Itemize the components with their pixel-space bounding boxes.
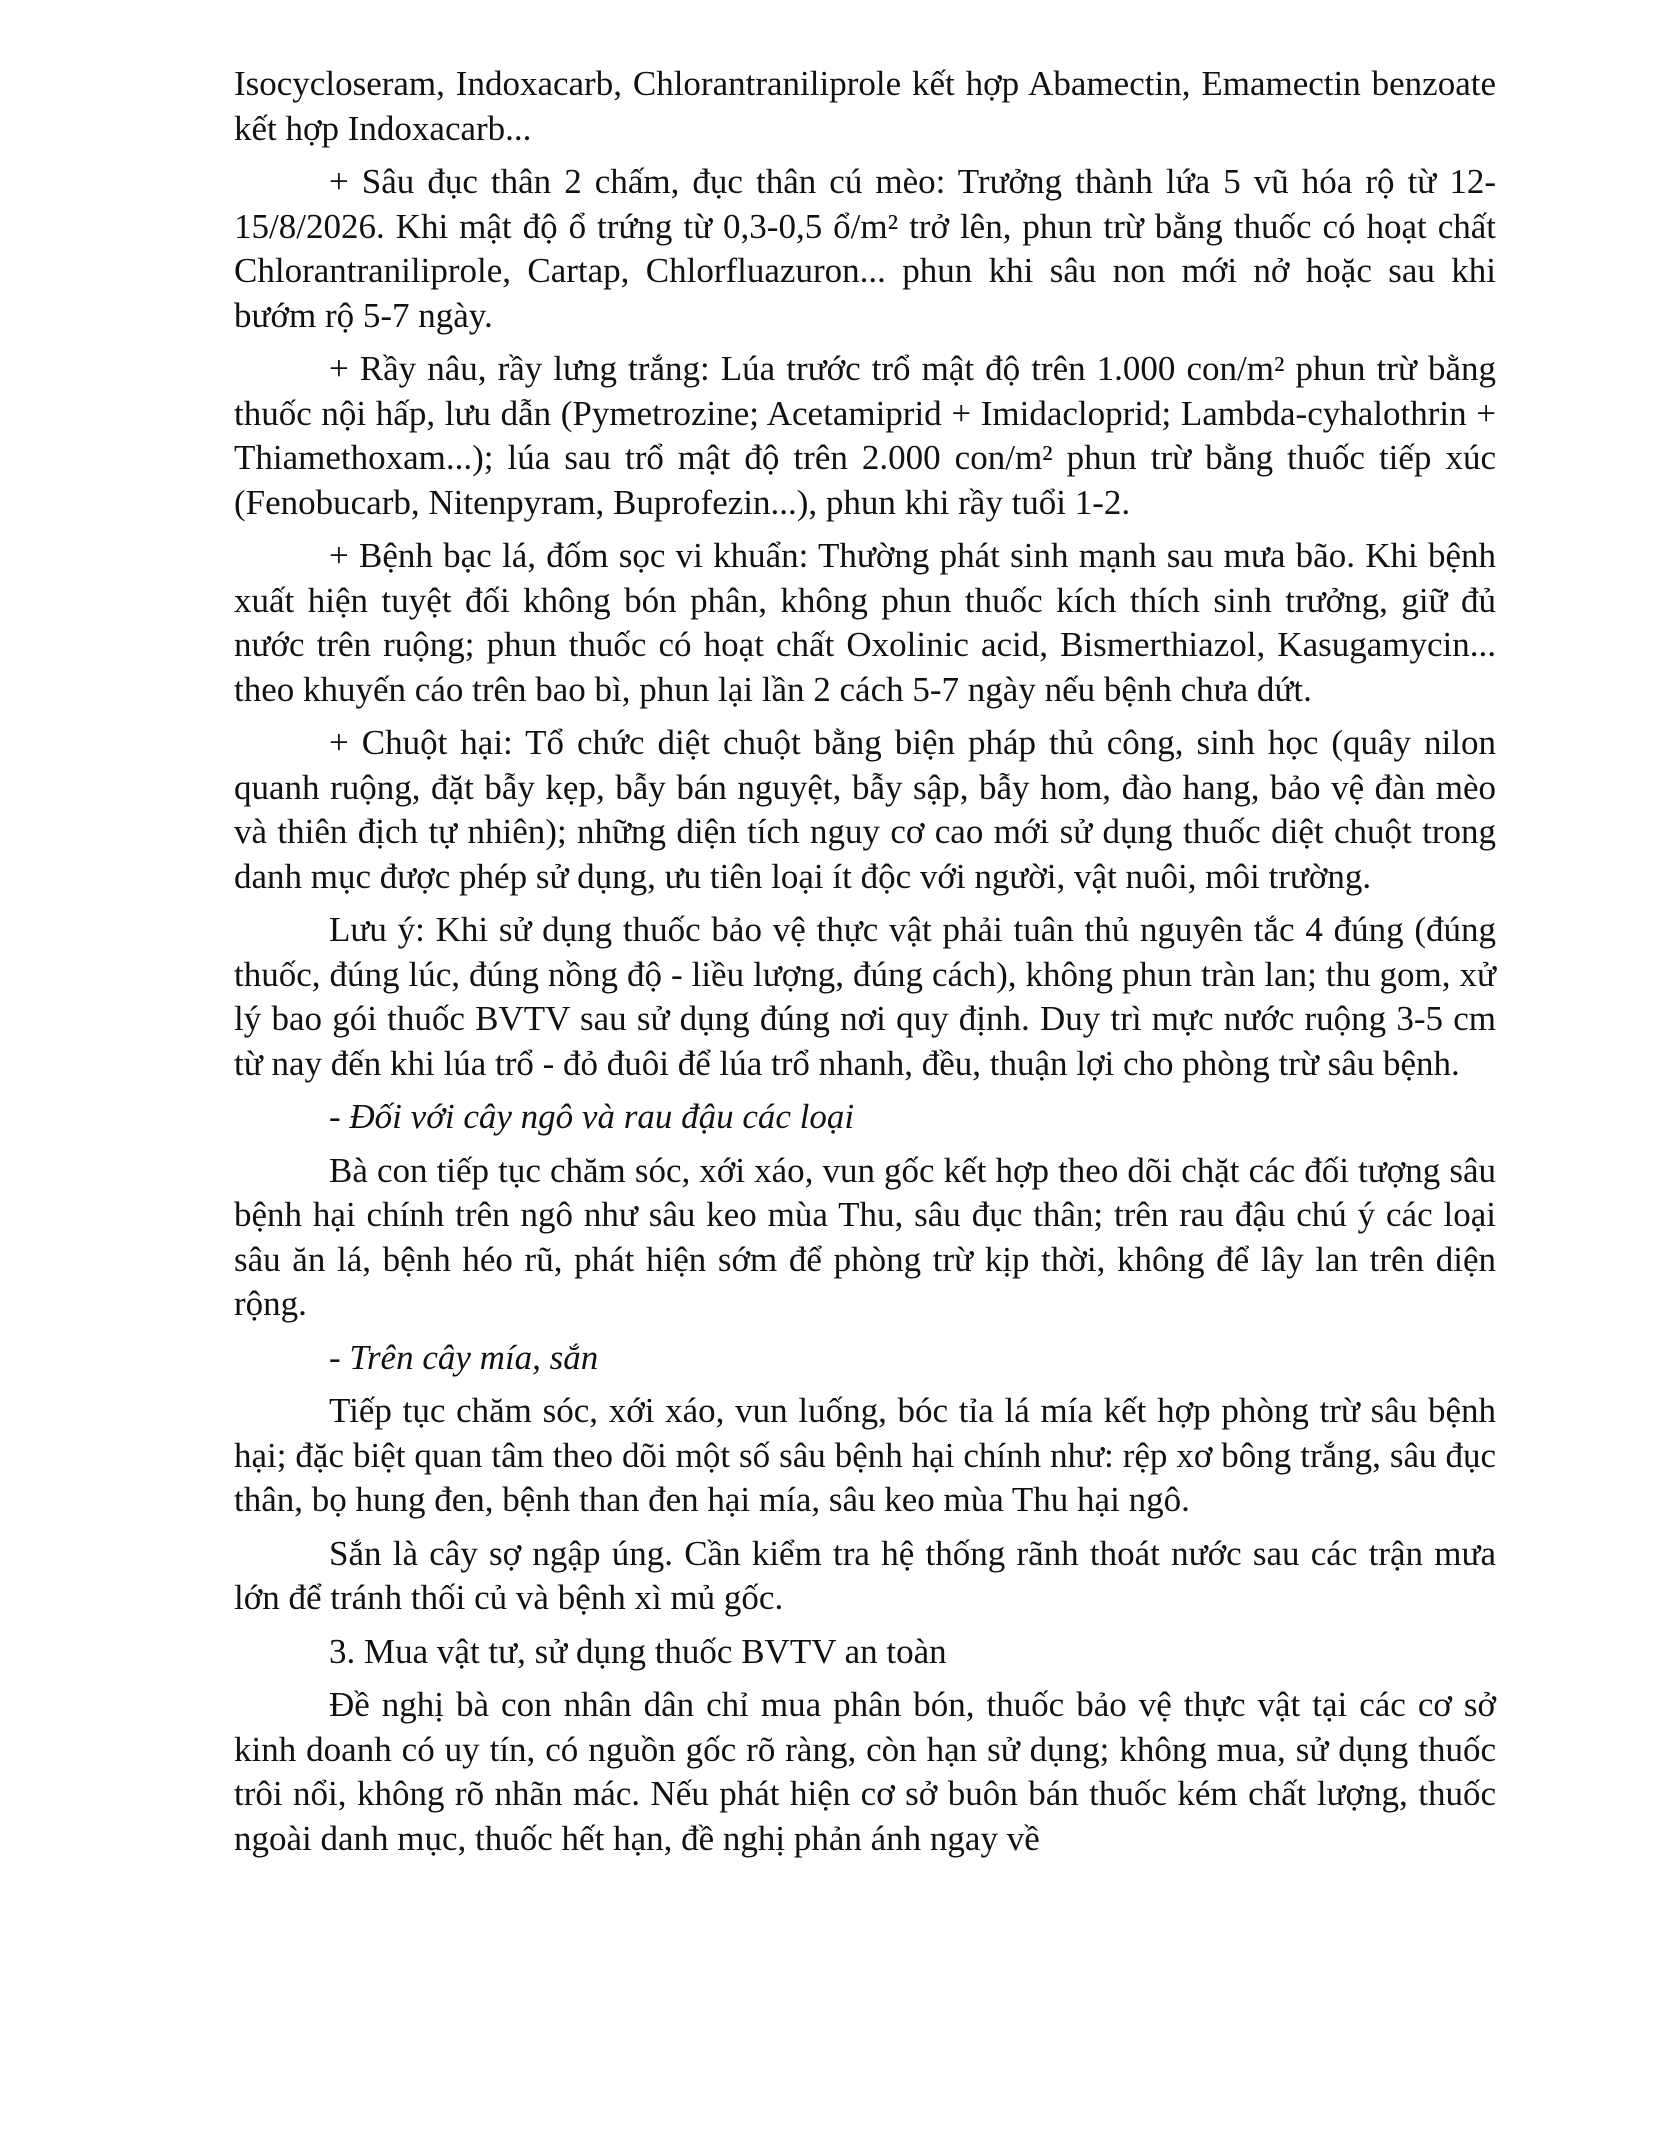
document-page [234,62,1496,1870]
paragraph-rat-control: + Chuột hại: Tổ chức diệt chuột bằng biện pháp thủ công, sinh học (quây nilon quanh ruộng, đặt bẫy kẹp, bẫy bán nguyệt, bẫy sập, bẫy hom, đào hang, bảo vệ đàn mèo và thiên địch tự nhiên); những diện tích nguy cơ cao mới sử dụng thuốc diệt chuột trong danh mục được phép sử dụng, ưu tiên loại ít độc với người, vật nuôi, môi trường. [234,723,1496,896]
paragraph-corn-beans: Bà con tiếp tục chăm sóc, xới xáo, vun gốc kết hợp theo dõi chặt các đối tượng sâu bệnh hại chính trên ngô như sâu keo mùa Thu, sâu đục thân; trên rau đậu chú ý các loại sâu ăn lá, bệnh héo rũ, phát hiện sớm để phòng trừ kịp thời, không để lây lan trên diện rộng. [234,1150,1496,1323]
paragraph-sugarcane-care: Tiếp tục chăm sóc, xới xáo, vun luống, bóc tỉa lá mía kết hợp phòng trừ sâu bệnh hại; đặc biệt quan tâm theo dõi một số sâu bệnh hại chính như: rệp xơ bông trắng, sâu đục thân, bọ hung đen, bệnh than đen hại mía, sâu keo mùa Thu hại ngô. [234,1391,1496,1519]
paragraph-bacterial-blight: + Bệnh bạc lá, đốm sọc vi khuẩn: Thường phát sinh mạnh sau mưa bão. Khi bệnh xuất hiện tuyệt đối không bón phân, không phun thuốc kích thích sinh trưởng, giữ đủ nước trên ruộng; phun thuốc có hoạt chất Oxolinic acid, Bismerthiazol, Kasugamycin... theo khuyến cáo trên bao bì, phun lại lần 2 cách 5-7 ngày nếu bệnh chưa dứt. [234,536,1496,709]
paragraph-pesticide-note: Lưu ý: Khi sử dụng thuốc bảo vệ thực vật phải tuân thủ nguyên tắc 4 đúng (đúng thuốc, đúng lúc, đúng nồng độ - liều lượng, đúng cách), không phun tràn lan; thu gom, xử lý bao gói thuốc BVTV sau sử dụng đúng nơi quy định. Duy trì mực nước ruộng 3-5 cm từ nay đến khi lúa trổ - đỏ đuôi để lúa trổ nhanh, đều, thuận lợi cho phòng trừ sâu bệnh. [234,910,1496,1083]
section-heading-safe-pesticide: 3. Mua vật tư, sử dụng thuốc BVTV an toàn [329,1631,947,1671]
paragraph-stem-borer: + Sâu đục thân 2 chấm, đục thân cú mèo: Trưởng thành lứa 5 vũ hóa rộ từ 12-15/8/2026. Khi mật độ ổ trứng từ 0,3-0,5 ổ/m² trở lên, phun trừ bằng thuốc có hoạt chất Chlorantraniliprole, Cartap, Chlorfluazuron... phun khi sâu non mới nở hoặc sau khi bướm rộ 5-7 ngày. [234,162,1496,335]
subheading-corn-beans: - Đối với cây ngô và rau đậu các loại [329,1097,855,1136]
paragraph-pesticide-list-continued: Isocycloseram, Indoxacarb, Chlorantraniliprole kết hợp Abamectin, Emamectin benzoate kết hợp Indoxacarb... [234,64,1496,148]
subheading-sugarcane-cassava: - Trên cây mía, sắn [329,1337,599,1377]
paragraph-purchase-advice: Đề nghị bà con nhân dân chỉ mua phân bón, thuốc bảo vệ thực vật tại các cơ sở kinh doanh có uy tín, có nguồn gốc rõ ràng, còn hạn sử dụng; không mua, sử dụng thuốc trôi nổi, không rõ nhãn mác. Nếu phát hiện cơ sở buôn bán thuốc kém chất lượng, thuốc ngoài danh mục, thuốc hết hạn, đề nghị phản ánh ngay về [234,1685,1496,1858]
paragraph-cassava: Sắn là cây sợ ngập úng. Cần kiểm tra hệ thống rãnh thoát nước sau các trận mưa lớn để tránh thối củ và bệnh xì mủ gốc. [234,1533,1496,1617]
paragraph-planthopper: + Rầy nâu, rầy lưng trắng: Lúa trước trổ mật độ trên 1.000 con/m² phun trừ bằng thuốc nội hấp, lưu dẫn (Pymetrozine; Acetamiprid + Imidacloprid; Lambda-cyhalothrin + Thiamethoxam...); lúa sau trổ mật độ trên 2.000 con/m² phun trừ bằng thuốc tiếp xúc (Fenobucarb, Nitenpyram, Buprofezin...), phun khi rầy tuổi 1-2. [234,349,1496,522]
